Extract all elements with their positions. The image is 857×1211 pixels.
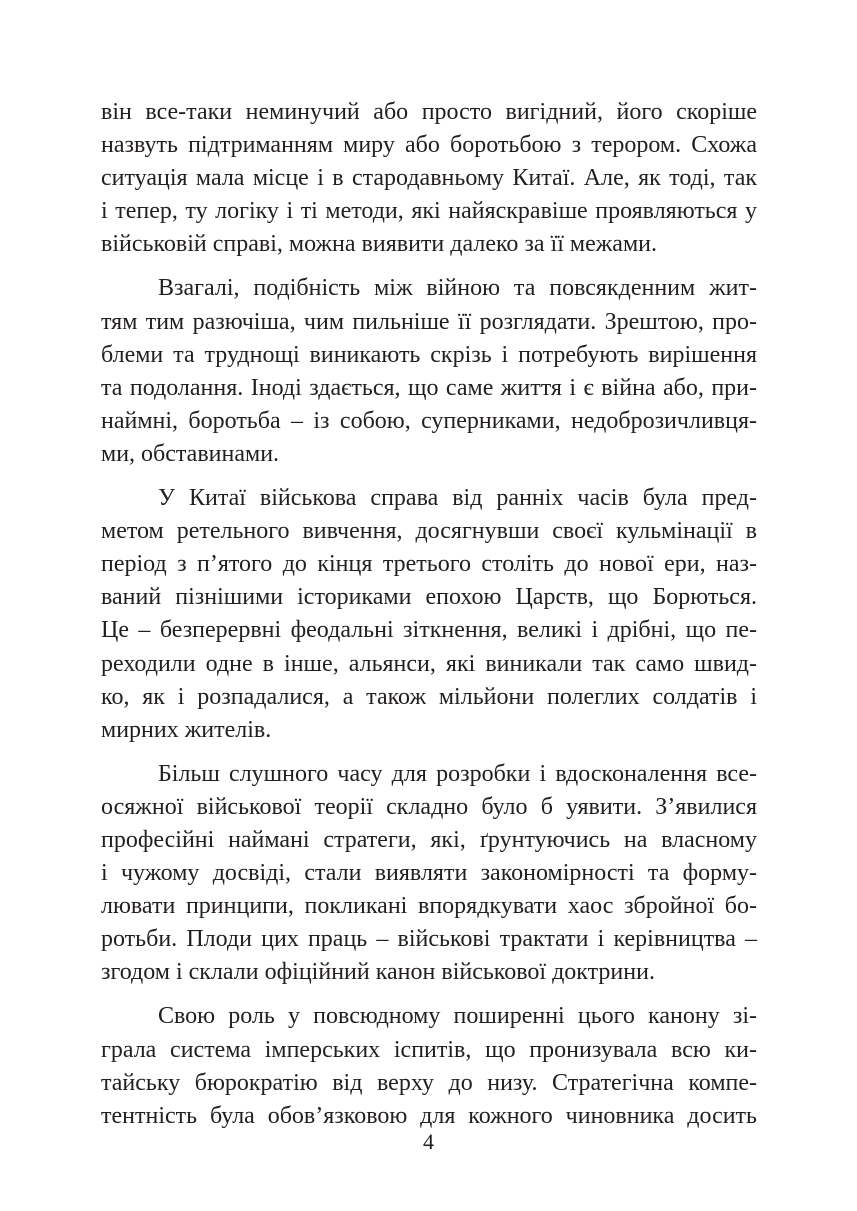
text-line: лювати принципи, покликані впорядкувати хаос збройної бо- (101, 893, 757, 920)
text-line: він все-таки неминучий або просто вигідний, його скоріше (101, 99, 757, 125)
text-line: і тепер, ту логіку і ті методи, які найяскравіше проявляються у (101, 198, 757, 225)
text-line: ситуація мала місце і в стародавньому Китаї. Але, як тоді, так (101, 165, 757, 192)
text-line: ротьби. Плоди цих праць – військові трактати і керівництва – (101, 926, 757, 953)
paragraph-3 (101, 482, 757, 747)
text-line: тентність була обов’язковою для кожного чиновника досить (101, 1102, 757, 1129)
text-line: Більш слушного часу для розробки і вдосконалення все- (158, 760, 757, 787)
body-text (101, 96, 757, 1144)
text-line: ми, обставинами. (101, 440, 280, 467)
paragraph-1 (101, 96, 757, 261)
text-line: період з п’ятого до кінця третього століть до нової ери, наз- (101, 551, 757, 578)
paragraph-4 (101, 758, 757, 990)
text-line: Взагалі, подібність між війною та повсякденним жит- (158, 275, 757, 302)
text-line: Це – безперервні феодальні зіткнення, великі і дрібні, що пе- (101, 617, 757, 644)
text-line: У Китаї військова справа від ранніх часів була пред- (158, 485, 757, 512)
text-line: мирних жителів. (101, 716, 272, 743)
text-line: назвуть підтриманням миру або боротьбою з терором. Схожа (101, 132, 757, 159)
paragraph-5 (101, 1000, 757, 1132)
text-line: Свою роль у повсюдному поширенні цього канону зі- (158, 1003, 757, 1030)
text-line: військовій справі, можна виявити далеко за її межами. (101, 231, 657, 258)
text-line: грала система імперських іспитів, що пронизувала всю ки- (101, 1036, 757, 1063)
paragraph-2 (101, 272, 757, 471)
text-line: ваний пізнішими істориками епохою Царств, що Борються. (101, 584, 757, 611)
page-number: 4 (423, 1129, 434, 1154)
text-line: метом ретельного вивчення, досягнувши своєї кульмінації в (101, 518, 757, 545)
text-line: наймні, боротьба – із собою, суперниками, недоброзичливця- (101, 407, 757, 434)
text-line: згодом і склали офіційний канон військової доктрини. (101, 959, 655, 986)
text-line: реходили одне в інше, альянси, які виникали так само швид- (101, 650, 757, 677)
text-line: осяжної військової теорії складно було б уявити. З’явилися (101, 793, 757, 820)
text-line: і чужому досвіді, стали виявляти закономірності та форму- (101, 860, 757, 887)
text-line: та подолання. Іноді здається, що саме життя і є війна або, при- (101, 374, 757, 401)
text-line: професійні наймані стратеги, які, ґрунтуючись на власному (101, 826, 757, 853)
text-line: тям тим разючіша, чим пильніше її розглядати. Зрештою, про- (101, 308, 757, 335)
text-line: тайську бюрократію від верху до низу. Стратегічна компе- (101, 1069, 757, 1096)
text-line: ко, як і розпадалися, а також мільйони полеглих солдатів і (101, 683, 757, 710)
text-line: блеми та труднощі виникають скрізь і потребують вирішення (101, 341, 757, 368)
